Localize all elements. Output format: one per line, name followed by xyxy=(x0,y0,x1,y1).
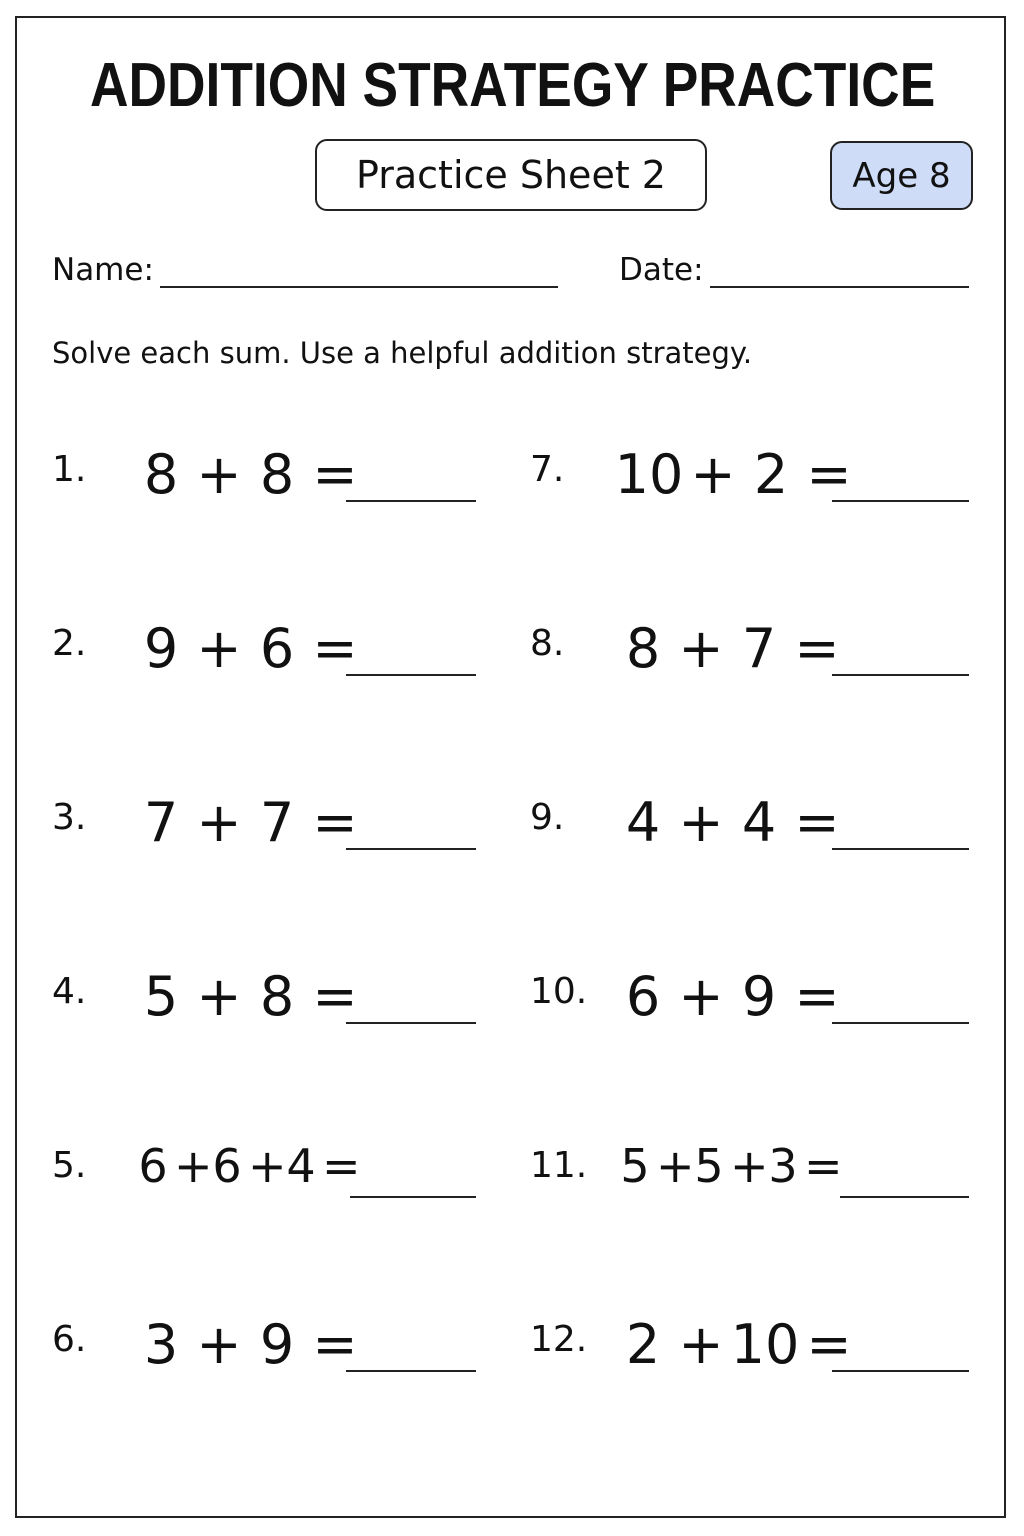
addend: 6 xyxy=(212,1139,242,1193)
problem-expression xyxy=(132,791,364,854)
answer-blank[interactable] xyxy=(346,848,476,850)
addend: 10 xyxy=(614,443,684,506)
plus-sign: + xyxy=(690,443,736,506)
plus-sign: + xyxy=(174,1139,213,1193)
addend: 6 xyxy=(625,965,661,1028)
addend: 9 xyxy=(259,1313,295,1376)
age-badge: Age 8 xyxy=(830,141,973,210)
instructions-text: Solve each sum. Use a helpful addition strategy. xyxy=(52,336,753,370)
answer-blank[interactable] xyxy=(346,1370,476,1372)
addend: 9 xyxy=(143,617,179,680)
problem-item xyxy=(52,965,502,1035)
addend: 2 xyxy=(753,443,789,506)
plus-sign: + xyxy=(248,1139,287,1193)
addend: 7 xyxy=(143,791,179,854)
plus-sign: + xyxy=(196,443,242,506)
plus-sign: + xyxy=(678,617,724,680)
answer-blank[interactable] xyxy=(346,674,476,676)
problem-expression xyxy=(614,1313,858,1376)
problem-expression xyxy=(132,443,364,506)
answer-blank[interactable] xyxy=(832,848,969,850)
equals-sign: = xyxy=(312,791,358,854)
problem-number: 10. xyxy=(530,971,588,1012)
problem-item xyxy=(52,1313,502,1383)
addend: 8 xyxy=(259,965,295,1028)
addend: 5 xyxy=(694,1139,724,1193)
problem-expression xyxy=(132,1313,364,1376)
addend: 5 xyxy=(143,965,179,1028)
problem-item xyxy=(530,443,980,513)
addend: 6 xyxy=(138,1139,168,1193)
answer-blank[interactable] xyxy=(346,500,476,502)
addend: 9 xyxy=(741,965,777,1028)
addend: 4 xyxy=(286,1139,316,1193)
addend: 10 xyxy=(730,1313,800,1376)
problem-expression xyxy=(614,965,846,1028)
answer-blank[interactable] xyxy=(350,1196,476,1198)
problem-number: 8. xyxy=(530,623,565,664)
answer-blank[interactable] xyxy=(832,500,969,502)
addend: 5 xyxy=(620,1139,650,1193)
problem-item xyxy=(52,617,502,687)
addend: 7 xyxy=(259,791,295,854)
problem-number: 9. xyxy=(530,797,565,838)
addend: 8 xyxy=(143,443,179,506)
problem-expression xyxy=(614,443,858,506)
equals-sign: = xyxy=(794,965,840,1028)
name-field[interactable] xyxy=(160,286,558,288)
problem-item xyxy=(530,1313,980,1383)
equals-sign: = xyxy=(806,443,852,506)
problem-item xyxy=(530,1139,980,1209)
plus-sign: + xyxy=(678,791,724,854)
equals-sign: = xyxy=(794,617,840,680)
addend: 6 xyxy=(259,617,295,680)
equals-sign: = xyxy=(806,1313,852,1376)
problem-expression xyxy=(132,1139,361,1193)
addend: 2 xyxy=(625,1313,661,1376)
problem-item xyxy=(52,1139,502,1209)
name-label: Name: xyxy=(52,252,154,288)
problem-number: 6. xyxy=(52,1319,87,1360)
problem-number: 4. xyxy=(52,971,87,1012)
plus-sign: + xyxy=(730,1139,769,1193)
answer-blank[interactable] xyxy=(840,1196,969,1198)
problem-number: 7. xyxy=(530,449,565,490)
plus-sign: + xyxy=(678,965,724,1028)
answer-blank[interactable] xyxy=(832,1022,969,1024)
plus-sign: + xyxy=(656,1139,695,1193)
answer-blank[interactable] xyxy=(346,1022,476,1024)
problem-number: 2. xyxy=(52,623,87,664)
plus-sign: + xyxy=(196,1313,242,1376)
equals-sign: = xyxy=(312,1313,358,1376)
problem-expression xyxy=(614,1139,843,1193)
equals-sign: = xyxy=(312,443,358,506)
addend: 4 xyxy=(625,791,661,854)
problem-expression xyxy=(132,617,364,680)
problem-number: 3. xyxy=(52,797,87,838)
addend: 7 xyxy=(741,617,777,680)
addend: 8 xyxy=(259,443,295,506)
equals-sign: = xyxy=(312,617,358,680)
date-label: Date: xyxy=(619,252,704,288)
problem-expression xyxy=(132,965,364,1028)
equals-sign: = xyxy=(794,791,840,854)
problem-expression xyxy=(614,617,846,680)
answer-blank[interactable] xyxy=(832,674,969,676)
equals-sign: = xyxy=(312,965,358,1028)
plus-sign: + xyxy=(196,791,242,854)
problem-item xyxy=(530,617,980,687)
problem-item xyxy=(52,443,502,513)
plus-sign: + xyxy=(196,965,242,1028)
plus-sign: + xyxy=(678,1313,724,1376)
worksheet-border xyxy=(15,16,1006,1518)
addend: 3 xyxy=(143,1313,179,1376)
problem-expression xyxy=(614,791,846,854)
date-field[interactable] xyxy=(710,286,969,288)
sheet-number-badge: Practice Sheet 2 xyxy=(315,139,707,211)
equals-sign: = xyxy=(322,1139,361,1193)
page-title: ADDITION STRATEGY PRACTICE xyxy=(90,51,936,120)
problem-number: 11. xyxy=(530,1145,588,1186)
plus-sign: + xyxy=(196,617,242,680)
problem-number: 1. xyxy=(52,449,87,490)
problem-item xyxy=(530,965,980,1035)
problem-item xyxy=(52,791,502,861)
addend: 3 xyxy=(768,1139,798,1193)
addend: 4 xyxy=(741,791,777,854)
problem-number: 5. xyxy=(52,1145,87,1186)
answer-blank[interactable] xyxy=(832,1370,969,1372)
problem-number: 12. xyxy=(530,1319,588,1360)
equals-sign: = xyxy=(804,1139,843,1193)
addend: 8 xyxy=(625,617,661,680)
problem-item xyxy=(530,791,980,861)
